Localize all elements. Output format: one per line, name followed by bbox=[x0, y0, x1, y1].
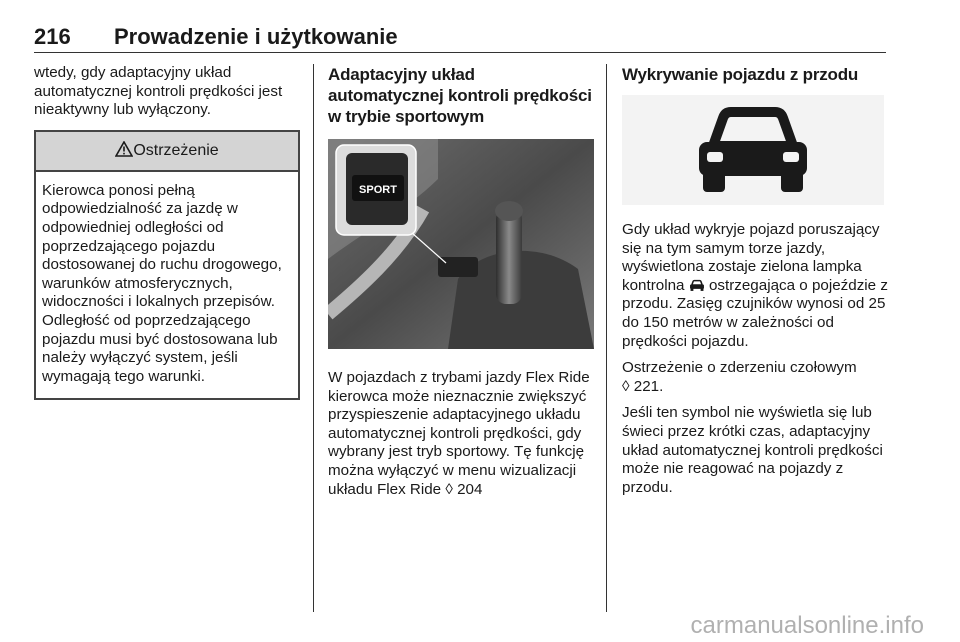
intro-text: wtedy, gdy adaptacyjny układ automatycznej kontroli prędkości jest nieaktywny lub wyłączony. bbox=[34, 64, 283, 119]
sport-label: SPORT bbox=[359, 184, 397, 196]
column-left bbox=[34, 64, 300, 400]
column-right bbox=[622, 64, 888, 497]
warning-header bbox=[36, 132, 298, 172]
sport-button-photo bbox=[328, 139, 594, 349]
section-heading-sport: Adaptacyjny układ automatycznej kontroli prędkości w trybie sportowym bbox=[328, 65, 592, 126]
vehicle-ahead-indicator bbox=[622, 95, 884, 205]
page-header bbox=[34, 22, 886, 53]
page-title: Prowadzenie i użytkowanie bbox=[114, 24, 398, 49]
sport-text: W pojazdach z trybami jazdy Flex Ride kierowca może nieznacznie zwiększyć przyspieszenie adaptacyjnego układu automatycznej kontroli prędkości, gdy wybrany jest tryb sportowy. Tę funkcję można wyłączyć w menu wizualizacji układu Flex Ride ◊ 204 bbox=[328, 369, 590, 498]
symbol-note: Jeśli ten symbol nie wyświetla się lub świeci przez krótki czas, adaptacyjny układ automatycznej kontroli prędkości może nie reagować na pojazdy z przodu. bbox=[622, 404, 883, 496]
warning-triangle-icon bbox=[115, 141, 133, 157]
column-divider bbox=[313, 64, 314, 612]
warning-text: Kierowca ponosi pełną odpowiedzialność za jazdę w odpowiedniej odległości od poprzedzającego pojazdu dostosowanej do ruchu drogowego, warunków atmosferycznych, widoczności i lokalnych przepisów. Odległość od poprzedzającego pojazdu musi być dostosowana lub należy wyłączyć system, jeśli wymagają tego warunki. bbox=[42, 181, 282, 385]
vehicle-ahead-text: Gdy układ wykryje pojazd poruszający się na tym samym torze jazdy, wyświetlona zostaje zielona lampka kontrolna ostrzegająca o pojeździe z przodu. Zasięg czujników wynosi od 25 do 150 metrów w zależności od prędkości pojazdu. bbox=[622, 221, 888, 350]
page-ref-arrow: ◊ bbox=[445, 480, 453, 498]
page-ref[interactable]: 221. bbox=[633, 377, 664, 395]
page-ref-arrow: ◊ bbox=[622, 377, 630, 395]
section-heading-vehicle-ahead: Wykrywanie pojazdu z przodu bbox=[622, 65, 859, 84]
car-front-icon bbox=[691, 106, 815, 194]
page-number: 216 bbox=[34, 24, 71, 49]
warning-box bbox=[34, 130, 300, 401]
page-ref[interactable]: 204 bbox=[457, 480, 483, 498]
car-front-small-icon bbox=[689, 279, 705, 292]
column-middle bbox=[328, 64, 594, 499]
collision-warning-ref: Ostrzeżenie o zderzeniu czołowym ◊ 221. bbox=[622, 359, 857, 395]
warning-title: Ostrzeżenie bbox=[133, 141, 219, 159]
watermark: carmanualsonline.info bbox=[690, 612, 924, 639]
column-divider bbox=[606, 64, 607, 612]
